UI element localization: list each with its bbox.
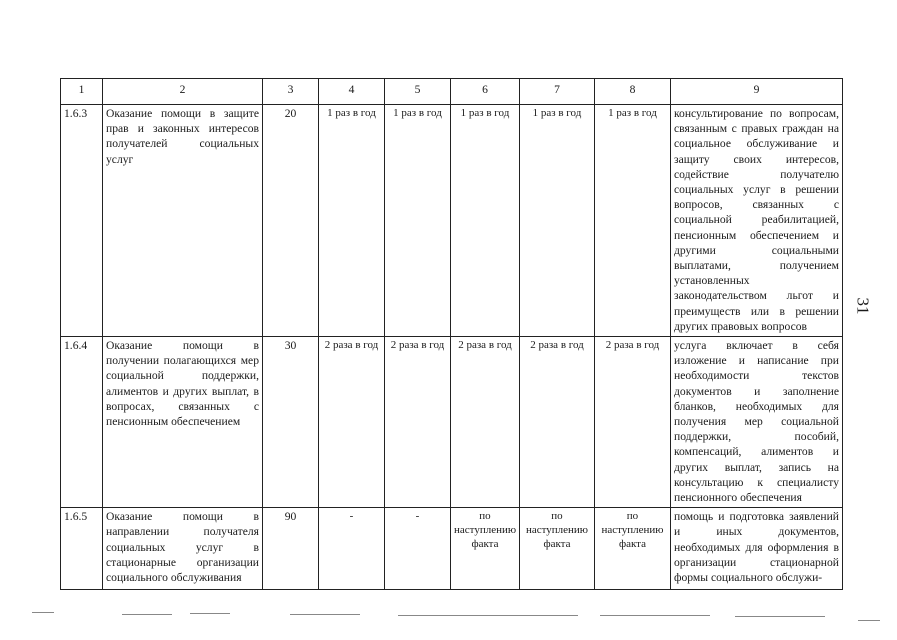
service-time: 30 [263,337,319,508]
frequency-cell: - [385,508,451,590]
frequency-cell: 2 раза в год [520,337,595,508]
frequency-cell: 1 раз в год [319,105,385,337]
row-number: 1.6.4 [61,337,103,508]
frequency-cell: по наступлению факта [520,508,595,590]
page-number: 31 [853,297,873,315]
table-row [61,105,843,337]
scan-artifact [122,614,172,615]
header-cell: 3 [263,79,319,105]
service-name: Оказание помощи в направлении получателя социальных услуг в стационарные организации социального обслуживания [103,508,263,590]
header-cell: 8 [595,79,671,105]
frequency-cell: 1 раз в год [520,105,595,337]
row-number: 1.6.5 [61,508,103,590]
services-table [60,78,843,590]
service-description: услуга включает в себя изложение и написание при необходимости текстов документов и заполнение бланков, необходимых для получения мер социальной поддержки, пособий, компенсаций, алиментов и других выплат, запись на консультацию к специалисту пенсионного обеспечения [671,337,843,508]
header-cell: 2 [103,79,263,105]
scan-artifact [290,614,360,615]
service-name: Оказание помощи в защите прав и законных интересов получателей социальных услуг [103,105,263,337]
header-cell: 4 [319,79,385,105]
table-row [61,337,843,508]
frequency-cell: по наступлению факта [451,508,520,590]
header-cell: 1 [61,79,103,105]
frequency-cell: по наступлению факта [595,508,671,590]
table-row [61,508,843,590]
frequency-cell: 2 раза в год [451,337,520,508]
row-number: 1.6.3 [61,105,103,337]
frequency-cell: 1 раз в год [595,105,671,337]
service-description: помощь и подготовка заявлений и иных документов, необходимых для оформления в организации стационарной формы социального обслужи- [671,508,843,590]
header-cell: 5 [385,79,451,105]
service-description: консультирование по вопросам, связанным с правых граждан на социальное обслуживание и защиту своих интересов, содействие получателю социальных услуг в решении вопросов, связанных с социальной реабилитацией, пенсионным обеспечением и другими социальными выплатами, получением установленных законодательством льгот и преимуществ или в решении других правовых вопросов [671,105,843,337]
scan-artifact [398,615,578,616]
frequency-cell: 2 раза в год [385,337,451,508]
scan-artifact [190,613,230,614]
scan-artifact [858,620,880,621]
header-cell: 6 [451,79,520,105]
service-time: 90 [263,508,319,590]
frequency-cell: 1 раз в год [385,105,451,337]
frequency-cell: 2 раза в год [319,337,385,508]
scan-artifact [735,616,825,617]
scan-artifact [600,615,710,616]
table-header-row [61,79,843,105]
header-cell: 7 [520,79,595,105]
header-cell: 9 [671,79,843,105]
frequency-cell: - [319,508,385,590]
frequency-cell: 1 раз в год [451,105,520,337]
frequency-cell: 2 раза в год [595,337,671,508]
service-time: 20 [263,105,319,337]
service-name: Оказание помощи в получении полагающихся мер социальной поддержки, алиментов и других выплат, в вопросах, связанных с пенсионным обеспечением [103,337,263,508]
scan-artifact [32,612,54,613]
